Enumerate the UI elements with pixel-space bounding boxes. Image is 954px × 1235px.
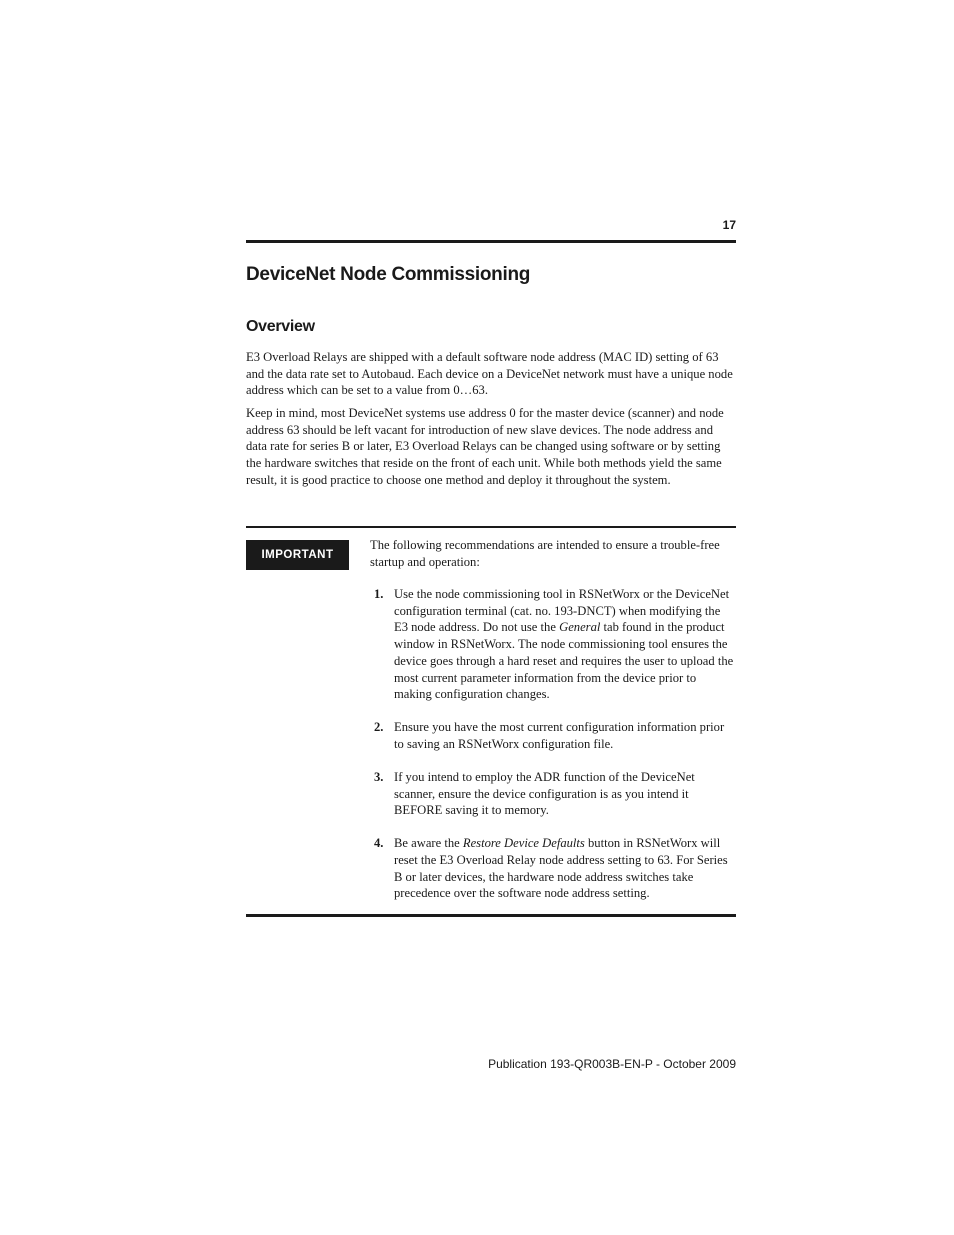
important-intro: The following recommendations are intended to ensure a trouble-free startup and operation: <box>370 538 720 569</box>
overview-paragraph-2: Keep in mind, most DeviceNet systems use address 0 for the master device (scanner) and node address 63 should be left vacant for introduction of new slave devices. The node address and data rate for series B or later, E3 Overload Relays can be changed using software or by setting the hardware switches that reside on the front of each unit. While both methods yield the same result, it is good practice to choose one method and deploy it throughout the system. <box>246 406 724 487</box>
important-top-rule <box>246 526 736 528</box>
list-item <box>370 835 736 902</box>
list-item <box>370 769 736 819</box>
page-number: 17 <box>722 218 736 232</box>
list-item-text: Use the node commissioning tool in RSNetWorx or the DeviceNet configuration terminal (cat. no. 193-DNCT) when modifying the E3 node address. Do not use the General tab found in the product window in RSNetWorx. The node commissioning tool ensures the device goes through a hard reset and requires the user to upload the most current parameter information from the device prior to making configuration changes. <box>394 587 734 702</box>
list-item <box>370 719 736 752</box>
list-item-number: 3. <box>374 769 384 784</box>
list-item-number: 1. <box>374 587 384 601</box>
recommendation-list <box>370 586 736 918</box>
important-bottom-rule <box>246 914 736 917</box>
list-item-number: 4. <box>374 836 384 851</box>
list-item-text: Be aware the Restore Device Defaults button in RSNetWorx will reset the E3 Overload Relay node address setting to 63. For Series B or later devices, the hardware node address switches take precedence over the software node address setting. <box>394 836 728 901</box>
section-title: Overview <box>246 318 315 335</box>
restore-defaults-button-name: Restore Device Defaults <box>462 836 585 851</box>
header-rule <box>246 240 736 243</box>
important-badge: IMPORTANT <box>246 540 349 570</box>
publication-footer: Publication 193-QR003B-EN-P - October 2009 <box>488 1057 736 1071</box>
general-tab-name: General <box>559 620 601 635</box>
overview-paragraph-1: E3 Overload Relays are shipped with a default software node address (MAC ID) setting of 63 and the data rate set to Autobaud. Each device on a DeviceNet network must have a unique node address which can be set to a value from 0…63. <box>246 350 733 398</box>
list-item-text: Ensure you have the most current configuration information prior to saving an RSNetWorx configuration file. <box>394 720 725 751</box>
chapter-title: DeviceNet Node Commissioning <box>246 264 531 285</box>
list-item-text: If you intend to employ the ADR function of the DeviceNet scanner, ensure the device configuration is as you intend it BEFORE saving it to memory. <box>394 769 695 818</box>
list-item-number: 2. <box>374 720 384 735</box>
list-item <box>370 586 736 703</box>
